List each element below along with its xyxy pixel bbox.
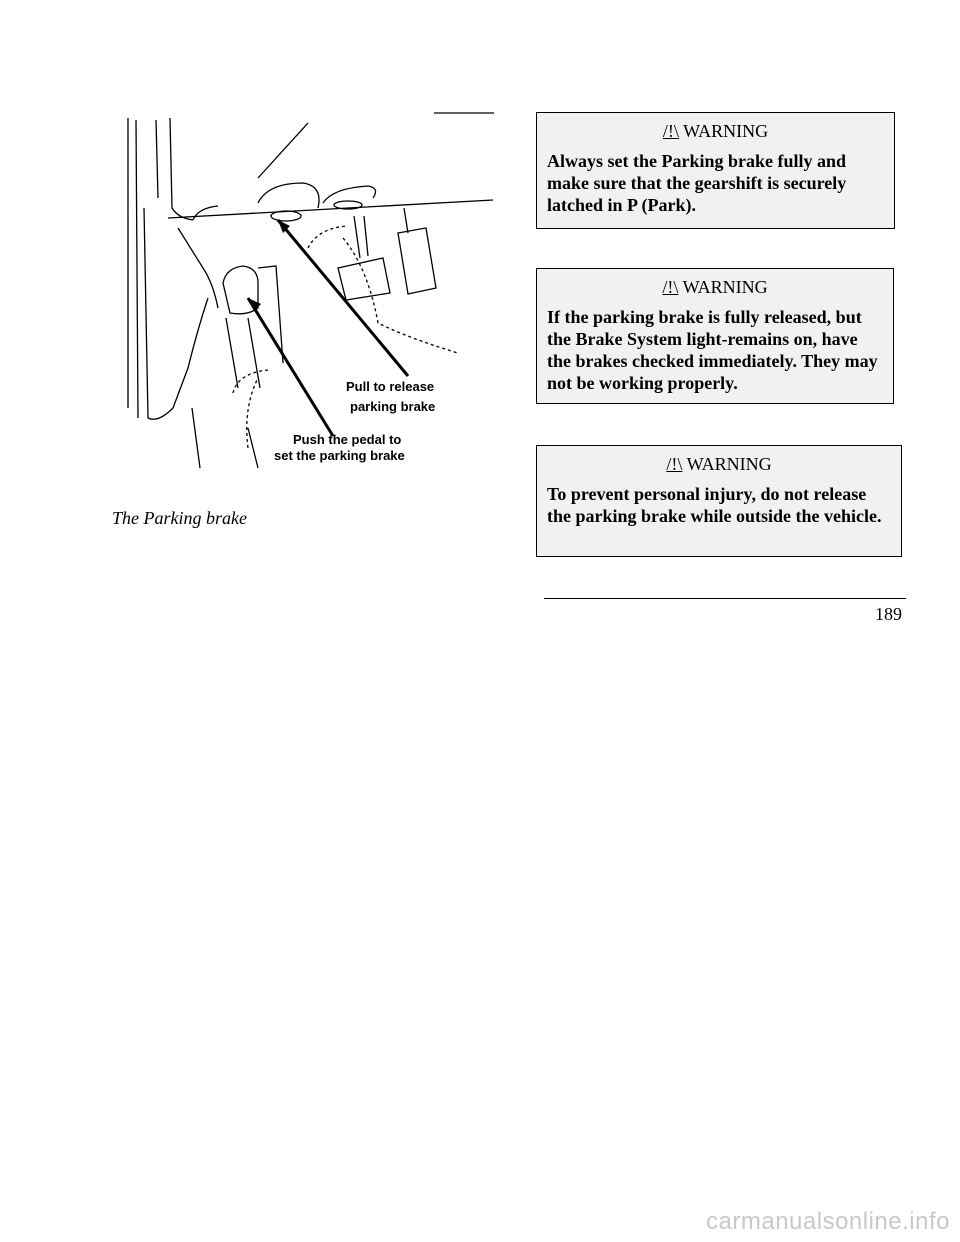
warning-icon: /!\ — [662, 121, 679, 141]
warning-box — [536, 445, 902, 557]
warning-text: Always set the Parking brake fully and make sure that the gearshift is securely latched in P (Park). — [547, 151, 847, 215]
site-footer — [0, 1202, 960, 1242]
parking-brake-illustration — [108, 108, 498, 478]
warning-title: WARNING — [682, 277, 768, 297]
label-push-pedal-2: set the parking brake — [274, 448, 405, 463]
label-pull-release-1: Pull to release — [346, 379, 435, 394]
warning-text: To prevent personal injury, do not release the parking brake while outside the vehicle. — [547, 484, 882, 526]
parking-brake-figure — [108, 108, 498, 478]
warning-title: WARNING — [686, 454, 772, 474]
warning-heading — [547, 454, 891, 475]
page-number: 189 — [875, 604, 902, 624]
label-push-pedal-1: Push the pedal to — [293, 432, 402, 447]
footer-rule — [544, 598, 906, 599]
warning-icon: /!\ — [666, 454, 683, 474]
warning-heading — [547, 277, 883, 298]
watermark-text[interactable]: carmanualsonline.info — [706, 1208, 950, 1235]
warning-box — [536, 268, 894, 404]
label-pull-release-2: parking brake — [350, 399, 436, 414]
warning-heading — [547, 121, 884, 142]
warning-box — [536, 112, 895, 229]
warning-icon: /!\ — [662, 277, 679, 297]
warning-text: If the parking brake is fully released, but the Brake System light-remains on, have the brakes checked immediately. They may not be working properly. — [547, 307, 878, 393]
figure-caption: The Parking brake — [112, 508, 247, 528]
warning-title: WARNING — [683, 121, 769, 141]
